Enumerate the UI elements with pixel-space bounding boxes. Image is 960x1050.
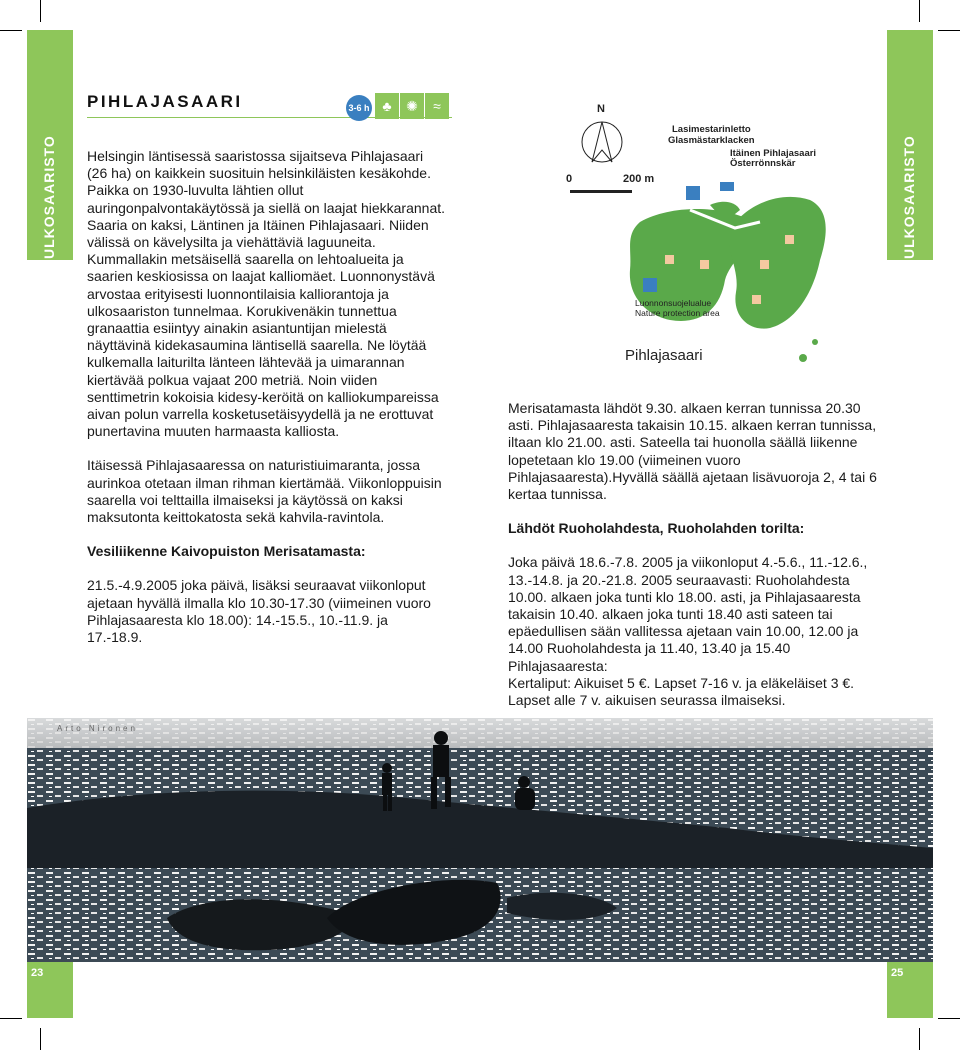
- right-page-number: 25: [891, 967, 904, 979]
- map-label-itainen-pihlajasaari: Itäinen Pihlajasaari: [730, 148, 817, 159]
- ruoholahti-schedule: Joka päivä 18.6.-7.8. 2005 ja viikonloput 4.-5.6., 11.-12.6., 13.-14.8. ja 20.-21.8. 2005 seuraavasti: Ruoholahdesta 10.00. alkaen joka tunti klo 18.00. asti, ja Pihlajasaaresta takaisin 10.40. alkaen joka tunti 18.40 asti sateen tai epäedullisen sään vallitessa ajetaan vain 10.00, 12.00 ja 14.00 Ruoholahdesta ja 11.40, 13.40 ja 15.40 Pihlajasaaresta:: [508, 554, 868, 674]
- crop-mark: [0, 1018, 22, 1019]
- left-side-label: ULKOSAARISTO: [41, 135, 57, 259]
- beach-photo: [27, 718, 933, 962]
- nature-protection-icon: [643, 278, 657, 292]
- crop-mark: [938, 1018, 960, 1019]
- compass-icon: [582, 122, 622, 162]
- page-title: PIHLAJASAARI: [87, 92, 243, 111]
- swim-icon: [720, 182, 734, 191]
- scale-bar: [570, 190, 630, 193]
- map-label-osterronnskar: Österrönnskär: [730, 158, 796, 169]
- left-page-number: 23: [31, 967, 44, 979]
- ferry-heading: Vesiliikenne Kaivopuiston Merisatamasta:: [87, 543, 366, 560]
- swim-icon: ≈: [425, 93, 449, 119]
- scale-end: 200 m: [623, 173, 655, 185]
- island-name: Pihlajasaari: [625, 347, 703, 364]
- north-label: N: [597, 103, 605, 115]
- photo-credit: Arto Nironen: [57, 724, 138, 733]
- left-column: [87, 148, 447, 663]
- crop-mark: [40, 0, 41, 22]
- crop-mark: [919, 1028, 920, 1050]
- eastern-island: [729, 197, 826, 329]
- crop-mark: [919, 0, 920, 22]
- facilities-paragraph: Itäisessä Pihlajasaaressa on naturistiuimaranta, jossa aurinkoa otetaan ilman rihman kiertämää. Viikonloppuisin saarella voi telttailla ilmaiseksi ja käytössä on kaksi maksutonta keittokatosta sekä kahvila-ravintola.: [87, 457, 442, 526]
- ticket-prices: Kertaliput: Aikuiset 5 €. Lapset 7-16 v. ja eläkeläiset 3 €. Lapset alle 7 v. aikuisen seurassa ilmaiseksi.: [508, 674, 855, 709]
- intro-paragraph: Helsingin läntisessä saaristossa sijaitseva Pihlajasaari (26 ha) on kaikkein suosituin helsinkiläisten kesäkohde. Paikka on 1930-luvulta lähtien ollut auringonpalvontakäytössä ja siellä on laajat hiekkarannat. Saaria on kaksi, Läntinen ja Itäinen Pihlajasaari. Niiden välissä on kävelysilta ja viehättäviä laguuneita. Kummallakin metsäisellä saarella on lehtoalueita ja saarien keskiosissa on laajat kalliomäet. Luonnonystävä arvostaa erityisesti luonnontilaisia kalliorantoja ja ulkosaariston tunnelmaa. Korukivenäkin tunnettua granaattia esiintyy ainakin asiantuntijan mielestä näyttävinä kidekasaumina läntisellä saarella. Ne löytää kulkemalla laiturilta länteen lähtevää ja uimarannan kiertävää polkua vajaat 200 metriä. Noin viiden senttimetrin kokoisia kidesy-keröitä on kalliokumpareissa aivan polun varrella kosketusetäisyydellä ja ne erottuvat punertavina muuten harmaasta kalliosta.: [87, 148, 446, 440]
- crop-mark: [938, 30, 960, 31]
- duration-badge: 3-6 h: [346, 95, 372, 121]
- scale-start: 0: [566, 173, 573, 185]
- crop-mark: [0, 30, 22, 31]
- ferry-schedule: 21.5.-4.9.2005 joka päivä, lisäksi seuraavat viikonloput ajetaan hyvällä ilmalla klo 10.30-17.30 (viimeinen vuoro Pihlajasaaresta klo 18.00): 14.-15.5., 10.-11.9. ja 17.-18.9.: [87, 577, 431, 646]
- legend-sv: Nature protection area: [635, 308, 720, 318]
- merisatama-schedule: Merisatamasta lähdöt 9.30. alkaen kerran tunnissa 20.30 asti. Pihlajasaaresta takaisin 10.15. alkaen kerran tunnissa, iltaan klo 21.00. asti. Sateella tai huonolla säällä liikenne lopetetaan klo 19.00 (viimeinen vuoro Pihlajasaaresta).Hyvällä säällä ajetaan lisävuoroja 2, 4 tai 6 kertaa tunnissa.: [508, 400, 877, 503]
- map-label-glasmastarklacken: Glasmästarklacken: [668, 135, 755, 146]
- right-side-label: ULKOSAARISTO: [901, 135, 917, 259]
- map-label-lasimestarinletto: Lasimestarinletto: [672, 124, 751, 135]
- legend-fi: Luonnonsuojelualue: [635, 298, 712, 308]
- island-map: [520, 103, 850, 370]
- right-column: [508, 400, 878, 726]
- sun-icon: ✺: [400, 93, 424, 119]
- crop-mark: [40, 1028, 41, 1050]
- beach-photo-graphic: [27, 718, 933, 962]
- beach-icon: [686, 186, 700, 200]
- forest-icon: ♣: [375, 93, 399, 119]
- ruoholahti-heading: Lähdöt Ruoholahdesta, Ruoholahden torilta:: [508, 520, 805, 537]
